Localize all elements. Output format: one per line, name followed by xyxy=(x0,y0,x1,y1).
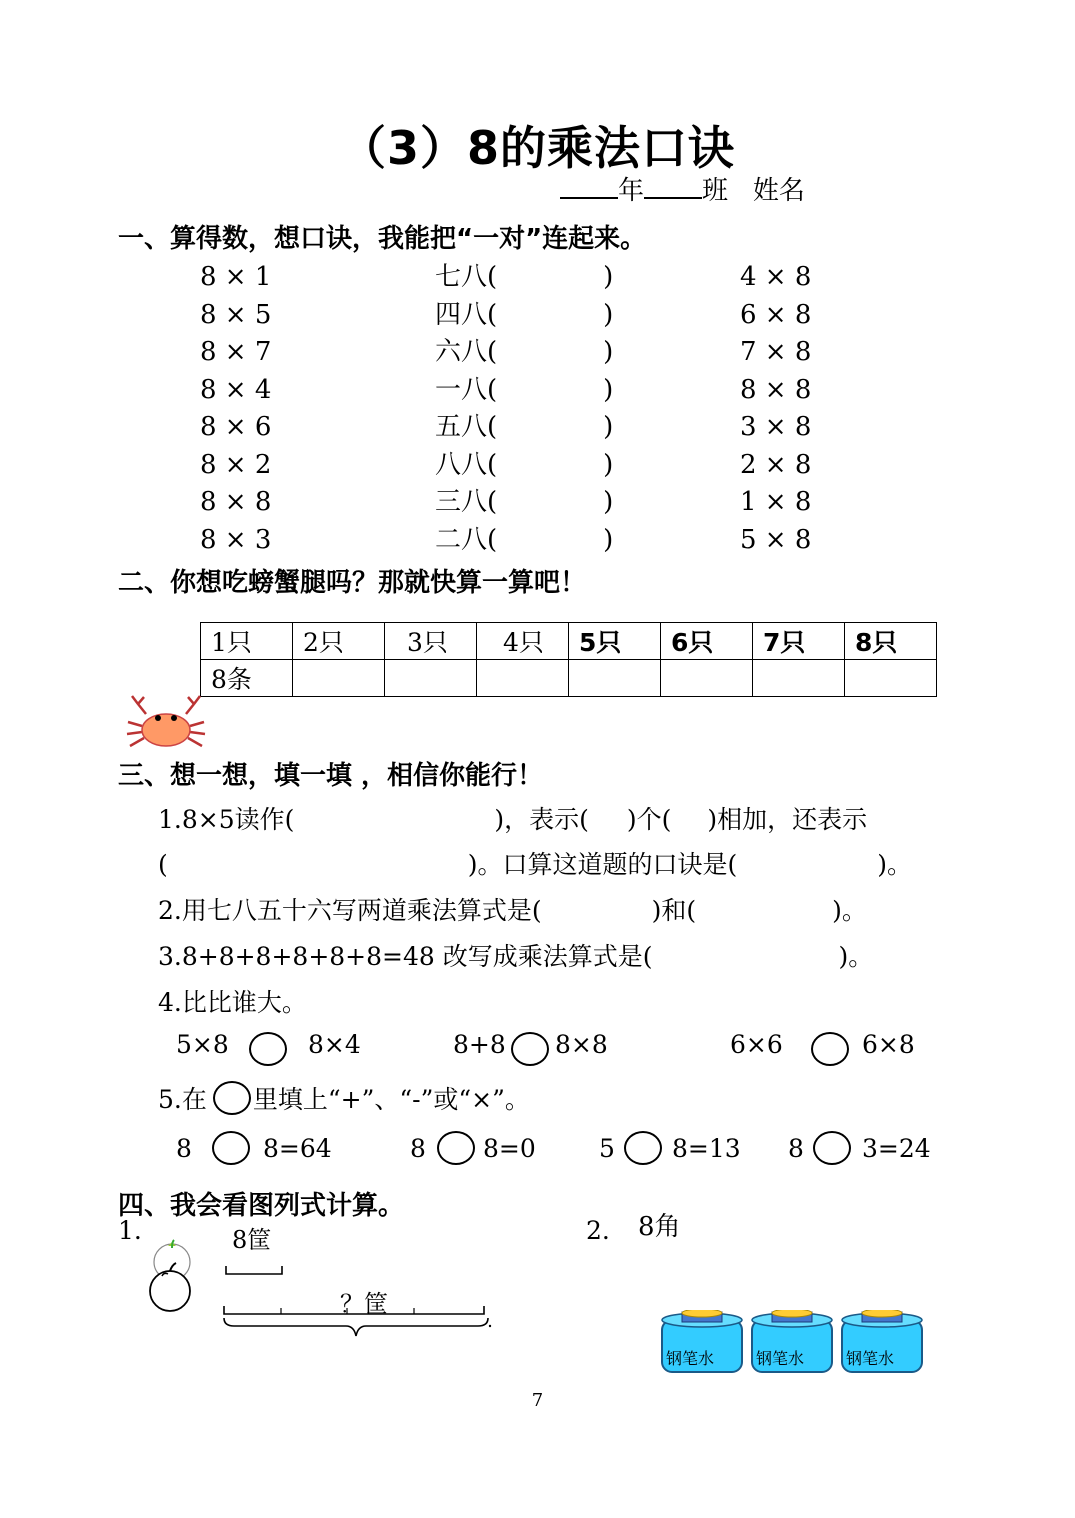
header-cell: 6只 xyxy=(661,623,753,660)
class-blank[interactable] xyxy=(644,175,702,199)
ink-label: 钢笔水 xyxy=(846,1349,895,1368)
grade-label: 年 xyxy=(618,176,645,206)
table-row xyxy=(201,623,937,660)
expr-a[interactable]: 8 × 8 xyxy=(200,487,272,517)
header-cell: 8只 xyxy=(845,623,937,660)
q3: 3.8+8+8+8+8+8=48 改写成乘法算式是( )。 xyxy=(158,942,874,971)
rhyme-item[interactable]: 七八( ) xyxy=(435,262,614,292)
q4-label: 4.比比谁大。 xyxy=(158,988,307,1017)
header-cell: 1只 xyxy=(201,623,293,660)
q4-expr: 6×6 xyxy=(730,1030,783,1059)
expr-a[interactable]: 8 × 1 xyxy=(200,262,272,292)
section4-heading: 四、我会看图列式计算。 xyxy=(118,1191,405,1221)
student-info xyxy=(560,170,805,207)
q4-expr: 8×8 xyxy=(555,1030,608,1059)
q5-expr: 8=64 xyxy=(263,1134,332,1163)
q4-expr: 6×8 xyxy=(862,1030,915,1059)
expr-c[interactable]: 4 × 8 xyxy=(740,262,812,292)
q5-expr: 5 xyxy=(599,1134,615,1163)
compare-circle[interactable] xyxy=(249,1032,287,1066)
q1-line1: 1.8×5读作( )，表示( )个( )相加，还表示 xyxy=(158,805,868,834)
rhyme-item[interactable]: 六八( ) xyxy=(435,337,614,367)
problem1-bottom-label: ？筐 xyxy=(340,1290,388,1318)
rhyme-item[interactable]: 四八( ) xyxy=(435,299,614,330)
q5-expr: 8 xyxy=(788,1134,804,1163)
answer-cell[interactable] xyxy=(845,660,937,697)
q5-expr: 8 xyxy=(176,1134,192,1163)
name-label: 姓名 xyxy=(752,176,805,206)
problem1-top-label: 8筐 xyxy=(232,1226,272,1254)
class-label: 班 xyxy=(702,176,729,206)
operator-circle[interactable] xyxy=(624,1131,662,1165)
q1-line2: ( )。口算这道题的口诀是( )。 xyxy=(158,850,913,879)
expr-c[interactable]: 6 × 8 xyxy=(740,299,812,330)
problem2-number: 2. xyxy=(586,1216,610,1245)
rhyme-item[interactable]: 八八( ) xyxy=(435,449,614,480)
section2-heading: 二、你想吃螃蟹腿吗？那就快算一算吧！ xyxy=(118,568,587,598)
operator-circle[interactable] xyxy=(437,1131,475,1165)
expr-c[interactable]: 2 × 8 xyxy=(740,449,812,480)
expr-c[interactable]: 1 × 8 xyxy=(740,487,812,517)
expr-c[interactable]: 3 × 8 xyxy=(740,412,812,442)
basket-diagram xyxy=(144,1236,504,1356)
row-label: 8条 xyxy=(201,660,293,697)
page-number: 7 xyxy=(531,1390,544,1411)
answer-cell[interactable] xyxy=(293,660,385,697)
ink-label: 钢笔水 xyxy=(666,1349,715,1368)
col-c xyxy=(740,259,811,559)
header-cell: 2只 xyxy=(293,623,385,660)
expr-c[interactable]: 7 × 8 xyxy=(740,337,812,367)
expr-a[interactable]: 8 × 2 xyxy=(200,449,272,480)
q2: 2.用七八五十六写两道乘法算式是( )和( )。 xyxy=(158,896,867,925)
expr-a[interactable]: 8 × 5 xyxy=(200,299,272,330)
ink-bottle xyxy=(750,1310,834,1376)
q4-expr: 8+8 xyxy=(453,1030,506,1059)
rhyme-item[interactable]: 二八( ) xyxy=(435,524,614,555)
expr-c[interactable]: 8 × 8 xyxy=(740,374,812,405)
crab-leg-table xyxy=(200,622,937,697)
operator-circle[interactable] xyxy=(212,1131,250,1165)
q5-expr: 8 xyxy=(410,1134,426,1163)
header-cell: 5只 xyxy=(569,623,661,660)
ink-label: 钢笔水 xyxy=(756,1349,805,1368)
ink-bottle xyxy=(840,1310,924,1376)
operator-circle-example xyxy=(213,1081,251,1115)
answer-cell[interactable] xyxy=(753,660,845,697)
page-title: （3）8的乘法口诀 xyxy=(339,121,735,175)
col-a xyxy=(200,259,271,559)
answer-cell[interactable] xyxy=(385,660,477,697)
answer-cell[interactable] xyxy=(477,660,569,697)
problem1-number: 1. xyxy=(118,1216,142,1245)
header-cell: 3只 xyxy=(385,623,477,660)
crab-icon xyxy=(124,692,208,754)
answer-cell[interactable] xyxy=(661,660,753,697)
answer-cell[interactable] xyxy=(569,660,661,697)
q4-expr: 8×4 xyxy=(308,1030,361,1059)
expr-a[interactable]: 8 × 4 xyxy=(200,374,272,405)
rhyme-item[interactable]: 三八( ) xyxy=(435,487,614,517)
expr-c[interactable]: 5 × 8 xyxy=(740,524,812,555)
problem2-price: 8角 xyxy=(638,1212,681,1242)
section1-heading: 一、算得数，想口诀，我能把“一对”连起来。 xyxy=(118,224,647,254)
section3-heading: 三、想一想，填一填 ，相信你能行！ xyxy=(118,761,544,791)
rhyme-item[interactable]: 一八( ) xyxy=(435,374,614,405)
compare-circle[interactable] xyxy=(811,1032,849,1066)
expr-a[interactable]: 8 × 7 xyxy=(200,337,272,367)
header-cell: 7只 xyxy=(753,623,845,660)
rhyme-item[interactable]: 五八( ) xyxy=(435,412,614,442)
q4-expr: 5×8 xyxy=(176,1030,229,1059)
grade-blank[interactable] xyxy=(560,175,618,199)
col-b xyxy=(435,259,613,559)
operator-circle[interactable] xyxy=(813,1131,851,1165)
expr-a[interactable]: 8 × 6 xyxy=(200,412,272,442)
q5-expr: 3=24 xyxy=(862,1134,931,1163)
header-cell: 4只 xyxy=(477,623,569,660)
compare-circle[interactable] xyxy=(511,1032,549,1066)
ink-bottle xyxy=(660,1310,744,1376)
table-row xyxy=(201,660,937,697)
q5-expr: 8=13 xyxy=(672,1134,741,1163)
q5-label: 5.在 里填上“+”、“-”或“×”。 xyxy=(158,1085,530,1114)
expr-a[interactable]: 8 × 3 xyxy=(200,524,272,555)
q5-expr: 8=0 xyxy=(483,1134,536,1163)
